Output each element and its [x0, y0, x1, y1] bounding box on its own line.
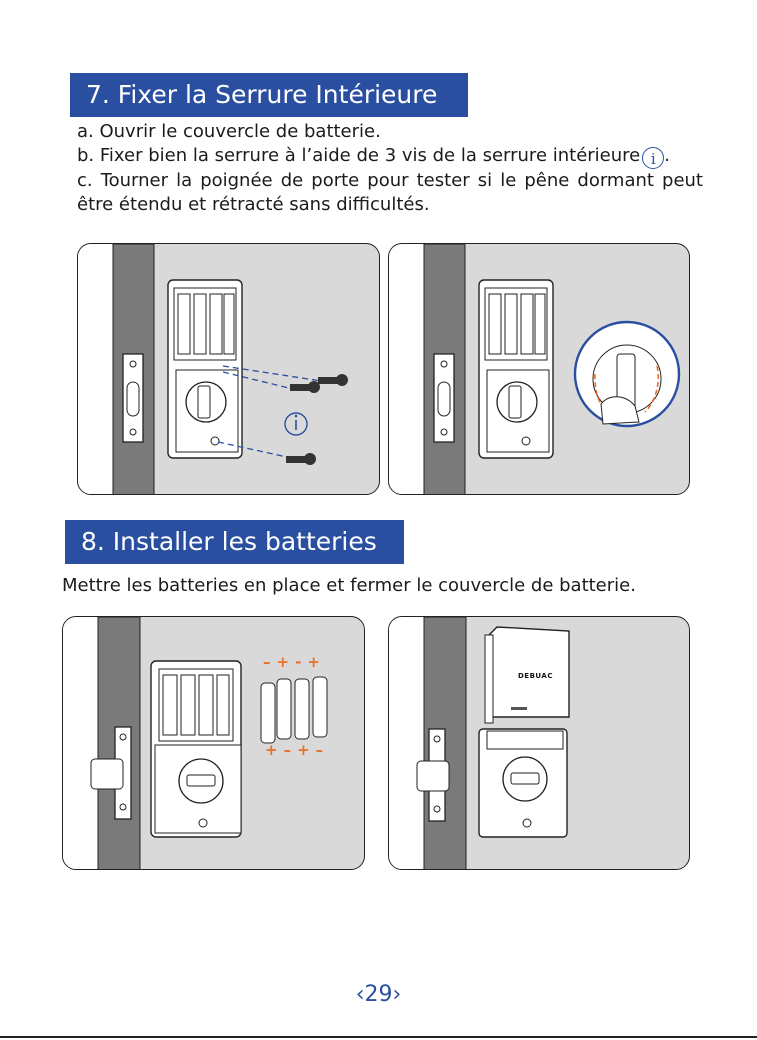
- step-b-text: b. Fixer bien la serrure à l’aide de 3 vis de la serrure intérieure: [77, 145, 641, 166]
- section-7-title: 7. Fixer la Serrure Intérieure: [70, 73, 468, 117]
- battery-polarity-bottom: [265, 741, 329, 759]
- polarity-sign: +: [297, 741, 316, 759]
- polarity-sign: –: [315, 741, 330, 759]
- section-7-steps: [77, 120, 727, 217]
- polarity-sign: -: [295, 653, 308, 671]
- step-b: [77, 144, 727, 169]
- brand-label: DEBUAC: [518, 672, 553, 680]
- bottom-rule: [0, 1036, 757, 1038]
- polarity-sign: –: [283, 741, 298, 759]
- page-number: ‹29›: [355, 982, 402, 1007]
- polarity-sign: –: [263, 653, 277, 671]
- step-c: c. Tourner la poignée de porte pour tester si le pêne dormant peut être étendu et rétracté sans difficultés.: [77, 170, 703, 215]
- illustration-test-handle: [388, 243, 690, 495]
- polarity-sign: +: [276, 653, 296, 671]
- illustration-mount-screws: [77, 243, 380, 495]
- polarity-sign: +: [307, 653, 326, 671]
- step-b-end: .: [664, 145, 670, 166]
- polarity-sign: +: [265, 741, 284, 759]
- illustration-close-cover: [388, 616, 690, 870]
- illustration-insert-batteries: [62, 616, 365, 870]
- section-8-text: Mettre les batteries en place et fermer le couvercle de batterie.: [62, 575, 636, 596]
- battery-polarity-top: [263, 653, 326, 671]
- section-8-title: 8. Installer les batteries: [65, 520, 404, 564]
- info-icon: i: [642, 147, 664, 169]
- step-a: a. Ouvrir le couvercle de batterie.: [77, 121, 381, 142]
